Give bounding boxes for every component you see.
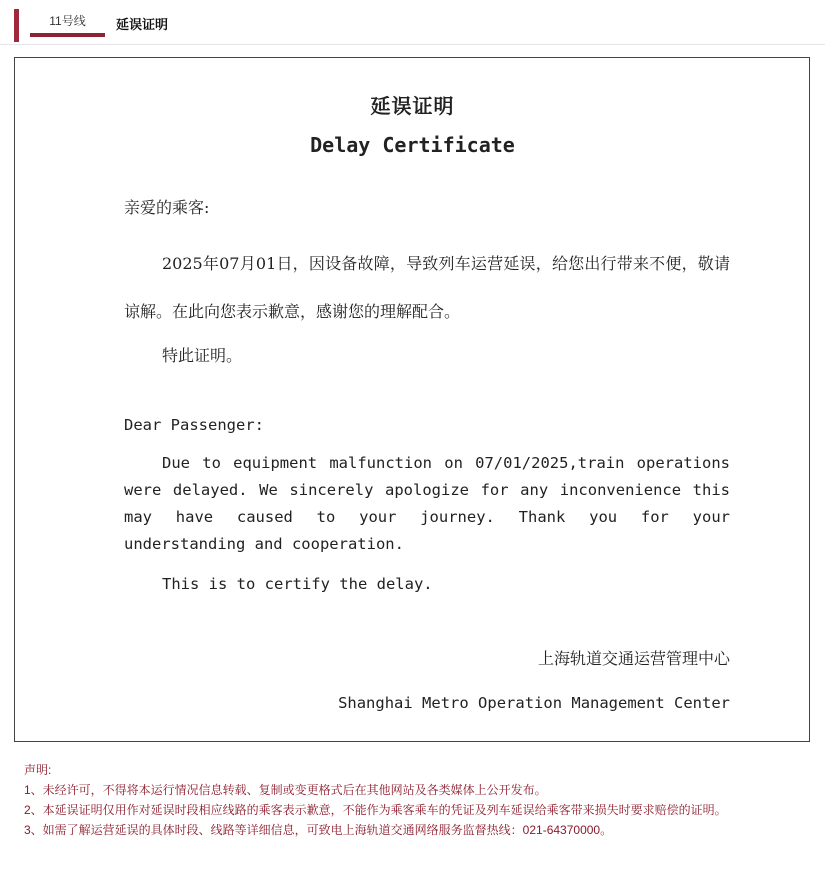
certificate-title-cn: 延误证明 (370, 94, 455, 118)
body-cn: 2025年07月01日，因设备故障，导致列车运营延误，给您出行带来不便，敬请谅解。在此向您表示歉意，感谢您的理解配合。 (124, 254, 730, 321)
body-en: Due to equipment malfunction on 07/01/2025,train operations were delayed. We sincerely apologize for any inconvenience this may have caused to your journey. Thank you for your understanding and cooperation. (124, 454, 730, 553)
notes-heading: 声明: (24, 763, 52, 777)
certify-en: This is to certify the delay. (162, 575, 433, 593)
tab-line-11[interactable]: 11号线 (49, 14, 86, 28)
notes-item-2: 2、本延误证明仅用作对延误时段相应线路的乘客表示歉意，不能作为乘客乘车的凭证及列车延误给乘客带来损失时要求赔偿的证明。 (24, 803, 727, 817)
disclaimer-notes (24, 760, 764, 840)
signature-cn: 上海轨道交通运营管理中心 (537, 649, 730, 668)
certificate-frame (14, 57, 810, 742)
page-title-tab: 延误证明 (116, 17, 169, 32)
active-tab-underline (30, 33, 105, 37)
certify-cn: 特此证明。 (162, 346, 243, 365)
tab-accent-bar (14, 9, 19, 42)
signature-en: Shanghai Metro Operation Management Center (338, 694, 730, 712)
line-tab-bar (0, 0, 825, 46)
notes-item-1: 1、未经许可，不得将本运行情况信息转载、复制或变更格式后在其他网站及各类媒体上公开发布。 (24, 783, 547, 797)
notes-item-3: 3、如需了解运营延误的具体时段、线路等详细信息，可致电上海轨道交通网络服务监督热线：021-64370000。 (24, 823, 613, 837)
tab-divider (0, 44, 825, 45)
certificate-title-en: Delay Certificate (310, 133, 515, 157)
greeting-en: Dear Passenger: (124, 416, 264, 434)
greeting-cn: 亲爱的乘客: (124, 198, 210, 217)
